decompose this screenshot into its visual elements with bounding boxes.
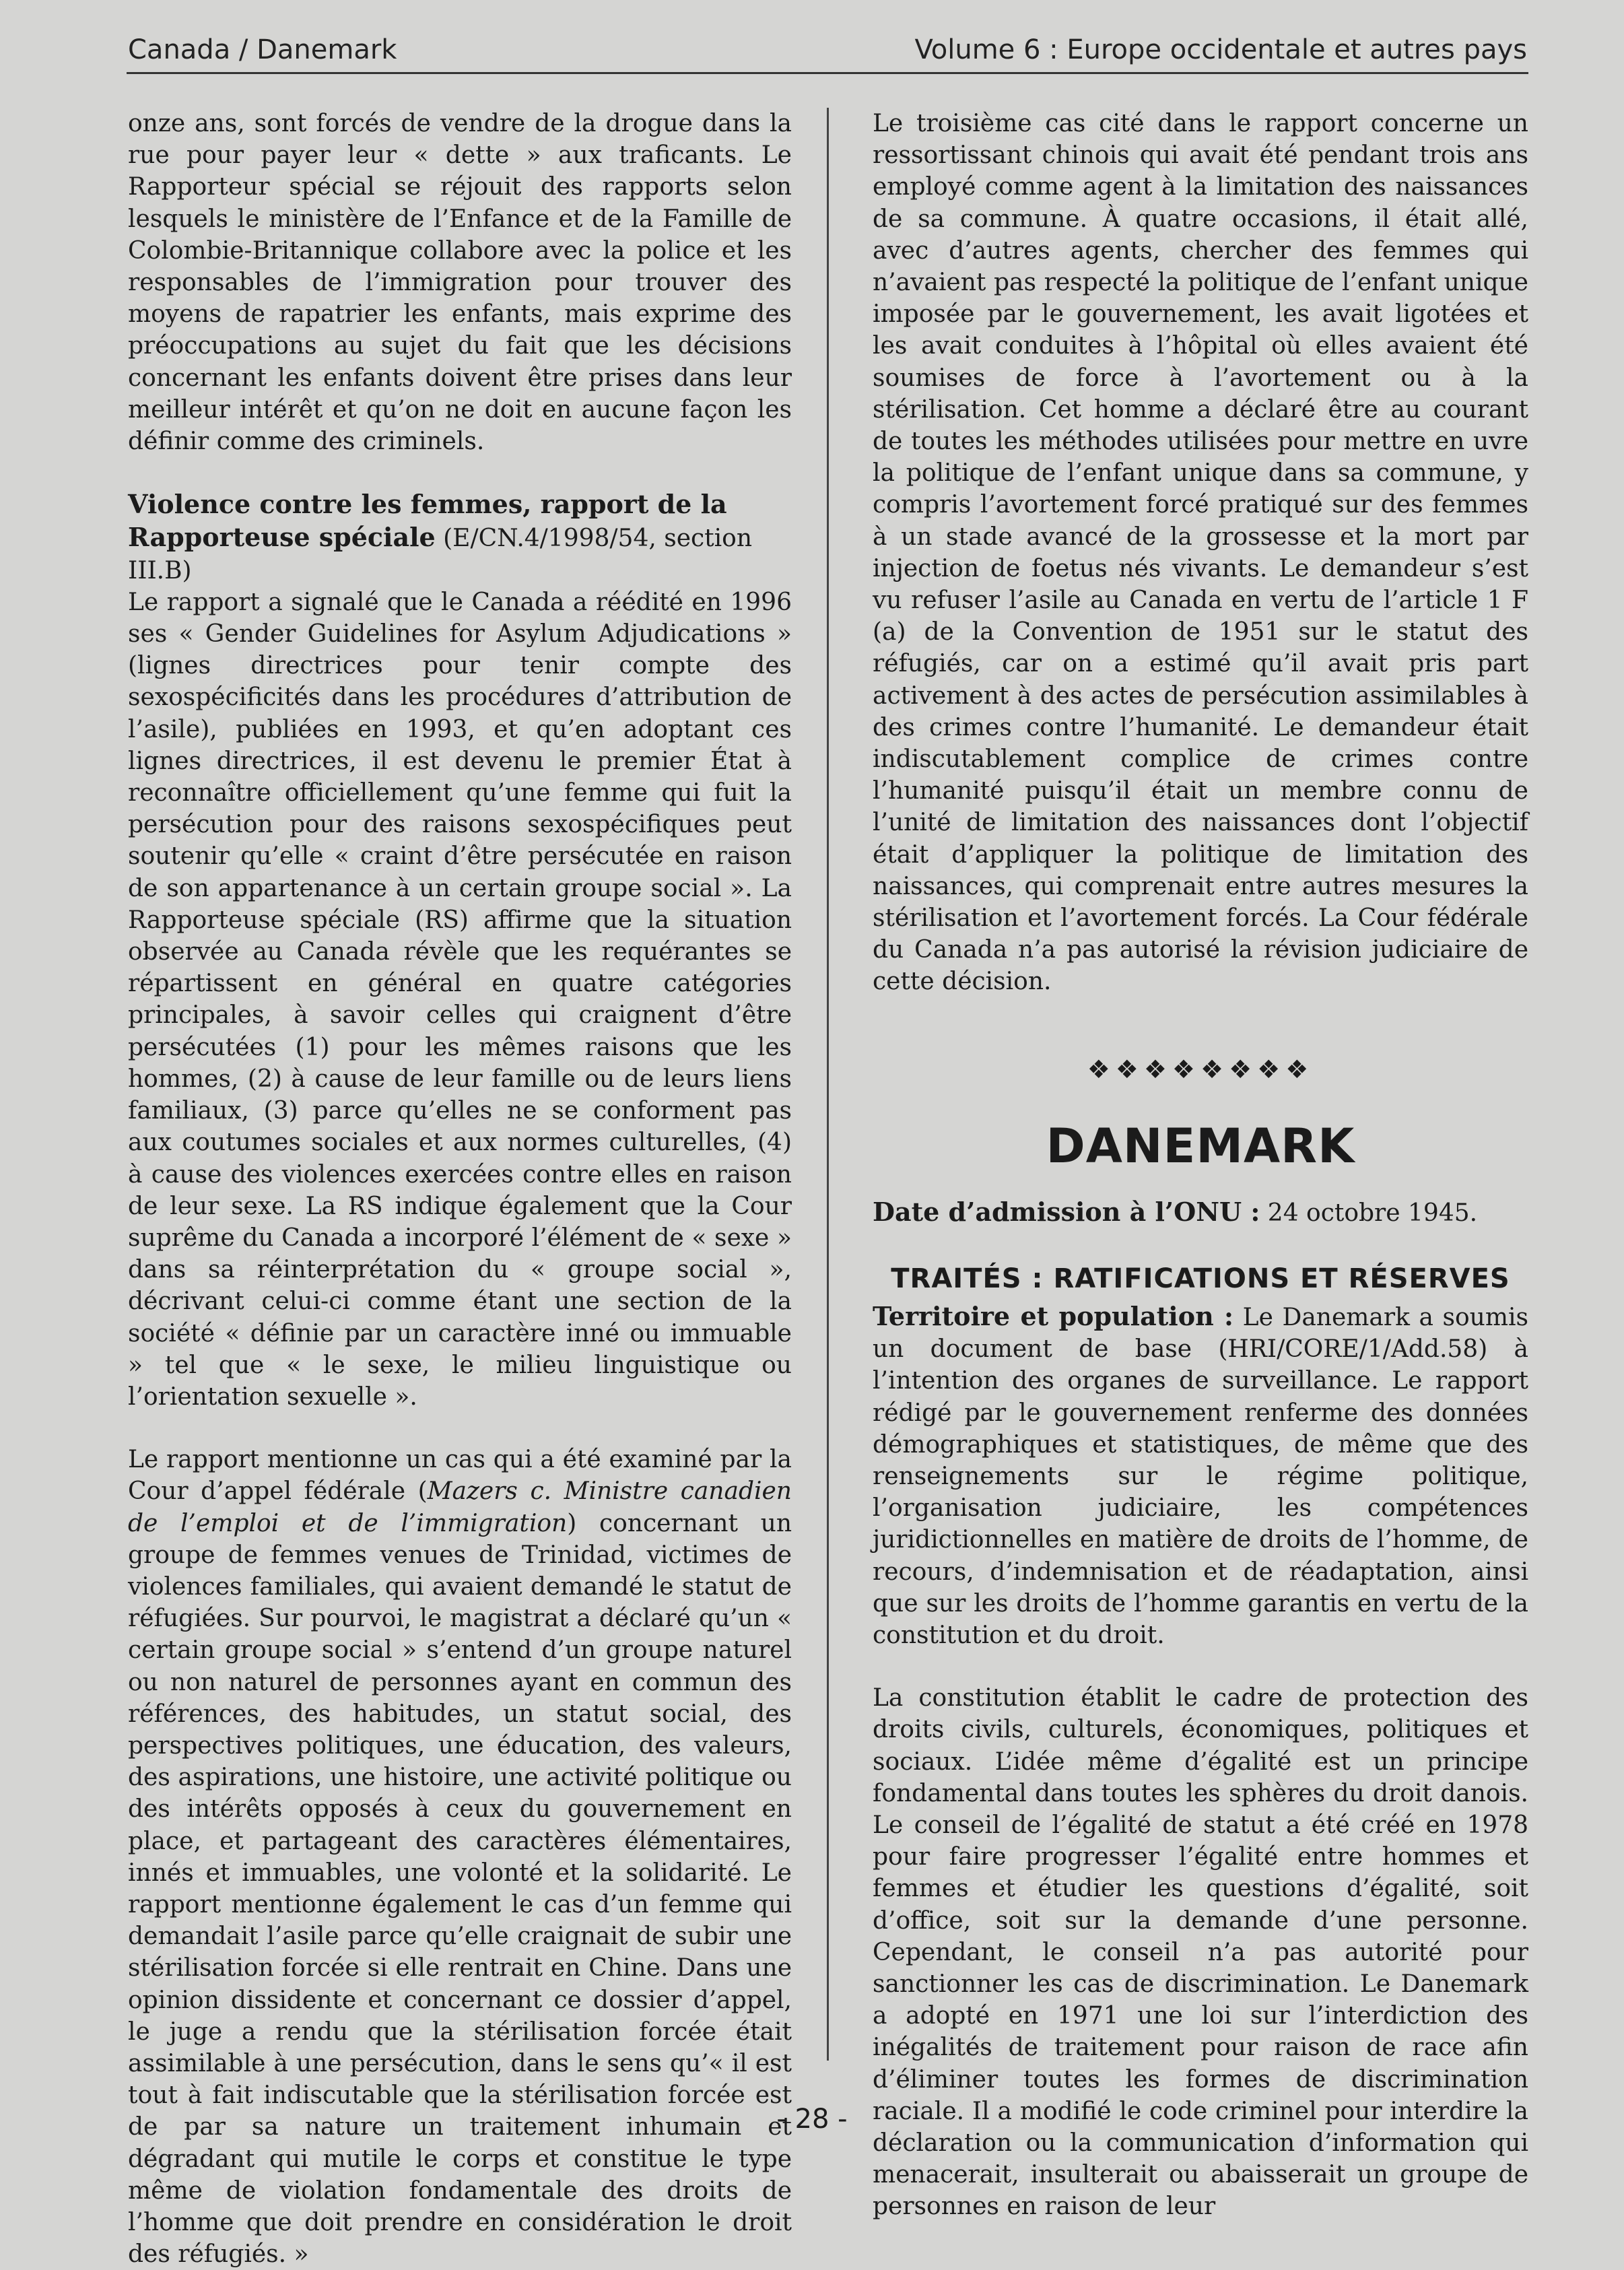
left-column (128, 108, 792, 2270)
section-ornament: ❖❖❖❖❖❖❖❖ (1087, 1054, 1314, 1084)
subsection-heading-title: Violence contre les femmes, rapport de la Rapporteuse spéciale (128, 489, 727, 553)
section-title: TRAITÉS : RATIFICATIONS ET RÉSERVES (891, 1263, 1510, 1294)
paragraph-text: ) concernant un groupe de femmes venues de Trinidad, victimes de violences familiales, qui avaient demandé le statut de réfugiées. Sur pourvoi, le magistrat a déclaré qu’un « certain groupe social » s’entend d’un groupe naturel ou non naturel de personnes ayant en commun des références, des habitudes, un statut social, des perspectives politiques, une éducation, des valeurs, des aspirations, une histoire, une activité politique ou des intérêts opposés à ceux du gouvernement en place, et partageant des caractères élémentaires, innés et immuables, une volonté et la solidarité. Le rapport mentionne également le cas d’un femme qui demandait l’asile parce qu’elle craignait de subir une stérilisation forcée si elle rentrait en Chine. Dans une opinion dissidente et concernant ce dossier d’appel, le juge a rendu que la stérilisation forcée était assimilable à une persécution, dans le sens qu’« il est tout à fait indiscutable que la stérilisation forcée est de par sa nature un traitement inhumain et dégradant qui mutile le corps et constitue le type même de violation fondamentale des droits de l’homme que doit prendre en considération le droit des réfugiés. » (128, 1509, 792, 2269)
paragraph: onze ans, sont forcés de vendre de la drogue dans la rue pour payer leur « dette » aux traficants. Le Rapporteur spécial se réjouit des rapports selon lesquels le ministère de l’Enfance et de la Famille de Colombie-Britannique collabore avec la police et les responsables de l’immigration pour trouver des moyens de rapatrier les enfants, mais exprime des préoccupations au sujet du fait que les décisions concernant les enfants doivent être prises dans leur meilleur intérêt et qu’on ne doit en aucune façon les définir comme des criminels. (128, 110, 792, 456)
admission-date-label: Date d’admission à l’ONU : (873, 1196, 1260, 1227)
admission-date-value: 24 octobre 1945. (1260, 1199, 1478, 1227)
paragraph-lead: Territoire et population : (873, 1300, 1234, 1331)
paragraph: La constitution établit le cadre de protection des droits civils, culturels, économiques, politiques et sociaux. L’idée même d’égalité est un principe fondamental dans toutes les sphères du droit danois. Le conseil de l’égalité de statut a été créé en 1978 pour faire progresser l’égalité entre hommes et femmes et étudier les questions d’égalité, soit d’office, soit sur la demande d’une personne. Cependant, le conseil n’a pas autorité pour sanctionner les cas de discrimination. Le Danemark a adopté en 1971 une loi sur l’interdiction des inégalités de traitement pour raison de race afin d’éliminer toutes les formes de discrimination raciale. Il a modifié le code criminel pour interdire la déclaration ou la communication d’information qui menacerait, insulterait ou abaisserait un groupe de personnes en raison de leur (873, 1684, 1528, 2221)
paragraph (873, 1300, 1528, 1651)
country-title: DANEMARK (1046, 1118, 1355, 1174)
header-rule (127, 72, 1528, 74)
admission-date (873, 1196, 1528, 1229)
page-number: - 28 - (776, 2104, 848, 2135)
running-head-left: Canada / Danemark (128, 34, 397, 65)
right-column (873, 108, 1528, 2223)
column-divider (827, 108, 829, 2061)
running-head-right: Volume 6 : Europe occidentale et autres pays (914, 34, 1527, 65)
paragraph: Le rapport a signalé que le Canada a réédité en 1996 ses « Gender Guidelines for Asylum Adjudications » (lignes directrices pour tenir compte des sexospécificités dans les procédures d’attribution de l’asile), publiées en 1993, et qu’en adoptant ces lignes directrices, il est devenu le premier État à reconnaître officiellement qu’une femme qui fuit la persécution pour des raisons sexospécifiques peut soutenir qu’elle « craint d’être persécutée en raison de son appartenance à un certain groupe social ». La Rapporteuse spéciale (RS) affirme que la situation observée au Canada révèle que les requérantes se répartissent en général en quatre catégories principales, à savoir celles qui craignent d’être persécutées (1) pour les mêmes raisons que les hommes, (2) à cause de leur famille ou de leurs liens familiaux, (3) parce qu’elles ne se conforment pas aux coutumes sociales et aux normes culturelles, (4) à cause des violences exercées contre elles en raison de leur sexe. La RS indique également que la Cour suprême du Canada a incorporé l’élément de « sexe » dans sa réinterprétation du « groupe social », décrivant celui-ci comme étant une section de la société « définie par un caractère inné ou immuable » tel que « le sexe, le milieu linguistique ou l’orientation sexuelle ». (128, 588, 792, 1411)
subsection-heading-reference: (E/CN.4/1998/54, section III.B) (128, 525, 753, 585)
paragraph-text: Le rapport mentionne un cas qui a été examiné par la Cour d’appel fédérale ( (128, 1446, 792, 1506)
case-name: Mazers c. Ministre canadien de l’emploi et de l’immigration (128, 1477, 792, 1537)
paragraph (128, 1444, 792, 2270)
paragraph: Le troisième cas cité dans le rapport concerne un ressortissant chinois qui avait été pendant trois ans employé comme agent à la limitation des naissances de sa commune. À quatre occasions, il était allé, avec d’autres agents, chercher des femmes qui n’avaient pas respecté la politique de l’enfant unique imposée par le gouvernement, les avait ligotées et les avait conduites à l’hôpital où elles avaient été soumises de force à l’avortement ou à la stérilisation. Cet homme a déclaré être au courant de toutes les méthodes utilisées pour mettre en uvre la politique de l’enfant unique dans sa commune, y compris l’avortement forcé pratiqué sur des femmes à un stade avancé de la grossesse et la mort par injection de foetus nés vivants. Le demandeur s’est vu refuser l’asile au Canada en vertu de l’article 1 F (a) de la Convention de 1951 sur le statut des réfugiés, car on a estimé qu’il avait pris part activement à des actes de persécution assimilables à des crimes contre l’humanité. Le demandeur était indiscutablement complice de crimes contre l’humanité puisqu’il était un membre connu de l’unité de limitation des naissances dont l’objectif était d’appliquer la politique de limitation des naissances, qui comprenait entre autres mesures la stérilisation et l’avortement forcés. La Cour fédérale du Canada n’a pas autorisé la révision judiciaire de cette décision. (873, 110, 1528, 996)
subsection-heading (128, 488, 792, 587)
paragraph-text: Le Danemark a soumis un document de base (HRI/CORE/1/Add.58) à l’intention des organes de surveillance. Le rapport rédigé par le gouvernement renferme des données démographiques et statistiques, de même que des renseignements sur le régime politique, l’organisation judiciaire, les compétences juridictionnelles en matière de droits de l’homme, de recours, d’indemnisation et de réadaptation, ainsi que sur les droits de l’homme garantis en vertu de la constitution et du droit. (873, 1303, 1528, 1649)
